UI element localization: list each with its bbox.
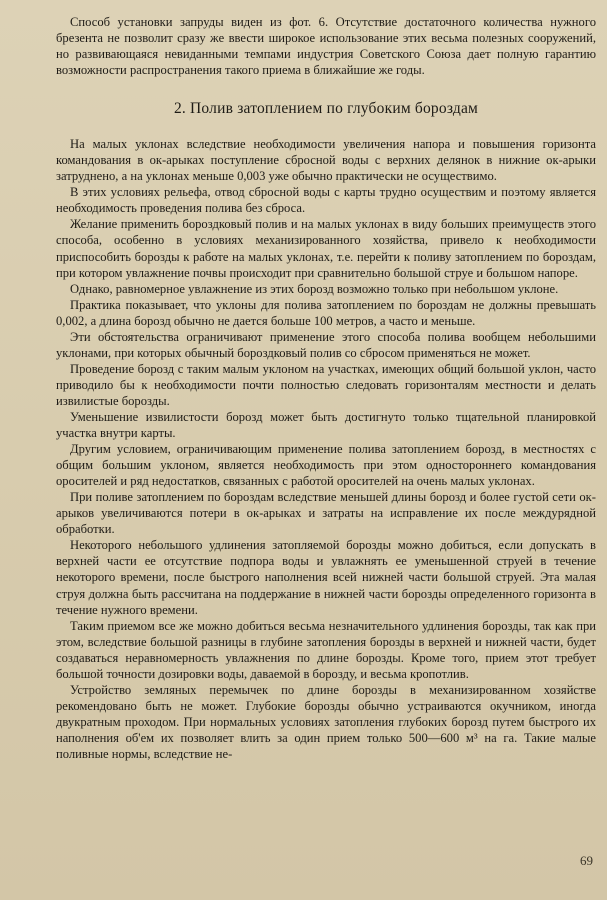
- paragraph-13: Устройство земляных перемычек по длине борозды в механизированном хозяйстве рекомендовано быть не может. Глубокие борозды обычно устраиваются окучником, иногда двукратным проходом. При нормальных условиях затопления глубоких борозд путем быстрого их наполнения об'ем их позволяет влить за один прием только 500—600 м³ на га. Такие малые поливные нормы, вследствие не-: [56, 682, 596, 761]
- paragraph-7: Проведение борозд с таким малым уклоном на участках, имеющих общий большой уклон, часто приводило бы к необходимости почти полностью следовать горизонталям местности и делать извилистые борозды.: [56, 361, 596, 408]
- text-block: [56, 14, 596, 762]
- paragraph-9: Другим условием, ограничивающим применение полива затоплением борозд, в местностях с общим большим уклоном, является необходимость при этом одностороннего командования оросителей и ряд недостатков, связанных с работой оросителей на очень малых уклонах.: [56, 442, 596, 489]
- paragraph-2: В этих условиях рельефа, отвод сбросной воды с карты трудно осуществим и поэтому является необходимость проведения полива без сброса.: [56, 185, 596, 216]
- paragraph-6: Эти обстоятельства ограничивают применение этого способа полива вообщем небольшими уклонами, при которых обычный бороздковый полив со сбросом применяться не может.: [56, 329, 596, 360]
- paragraph-12: Таким приемом все же можно добиться весьма незначительного удлинения борозды, так как при этом, вследствие большой разницы в глубине затопления борозды в верхней и нижней части, будет создаваться неравномерность увлажнения по длине борозды. Кроме того, прием этот требует большой точности дозировки воды, даваемой в борозду, и весьма кропотлив.: [56, 618, 596, 681]
- paragraph-5: Практика показывает, что уклоны для полива затоплением по бороздам не должны превышать 0,002, а длина борозд обычно не дается больше 100 метров, а часто и меньше.: [56, 297, 596, 328]
- paragraph-3: Желание применить бороздковый полив и на малых уклонах в виду больших преимуществ этого способа, особенно в условиях механизированного хозяйства, привело к необходимости приспособить борозды к работе на малых уклонах, т.е. перейти к поливу затоплением по бороздам, при котором увлажнение почвы происходит при сравнительно большой струе и большом напоре.: [56, 217, 596, 280]
- paragraph-8: Уменьшение извилистости борозд может быть достигнуто только тщательной планировкой участка внутри карты.: [56, 409, 596, 441]
- paragraph-11: Некоторого небольшого удлинения затопляемой борозды можно добиться, если допускать в верхней части ее отсутствие подпора воды и увлажнять ее уменьшенной струей в течение некоторого времени, после быстрого наполнения всей нижней части большой струей. Эта малая струя должна быть рассчитана на поддержание в нижней части борозды определенного горизонта в течение нужного времени.: [56, 538, 596, 617]
- paragraph-1: На малых уклонах вследствие необходимости увеличения напора и повышения горизонта командования в ок-арыках поступление сбросной воды с верхних делянок в нижние ок-арыки затруднено, а на уклонах меньше 0,003 уже обычно практически не осуществимо.: [56, 137, 596, 184]
- paragraph-4: Однако, равномерное увлажнение из этих борозд возможно только при небольшом уклоне.: [70, 281, 559, 296]
- section-heading: 2. Полив затоплением по глубоким бороздам: [173, 100, 479, 118]
- paragraph-10: При поливе затоплением по бороздам вследствие меньшей длины борозд и более густой сети ок-арыков увеличиваются потери в ок-арыках и затраты на исправление их после междурядной обработки.: [56, 490, 596, 537]
- page-number: 69: [580, 853, 593, 868]
- intro-paragraph: Способ установки запруды виден из фот. 6. Отсутствие достаточного количества нужного брезента не позволит сразу же ввести широкое использование этих весьма полезных сооружений, но развивающаяся невиданными темпами индустрия Советского Союза дает полную гарантию возможности распространения такого приема в ближайшие же годы.: [56, 15, 596, 78]
